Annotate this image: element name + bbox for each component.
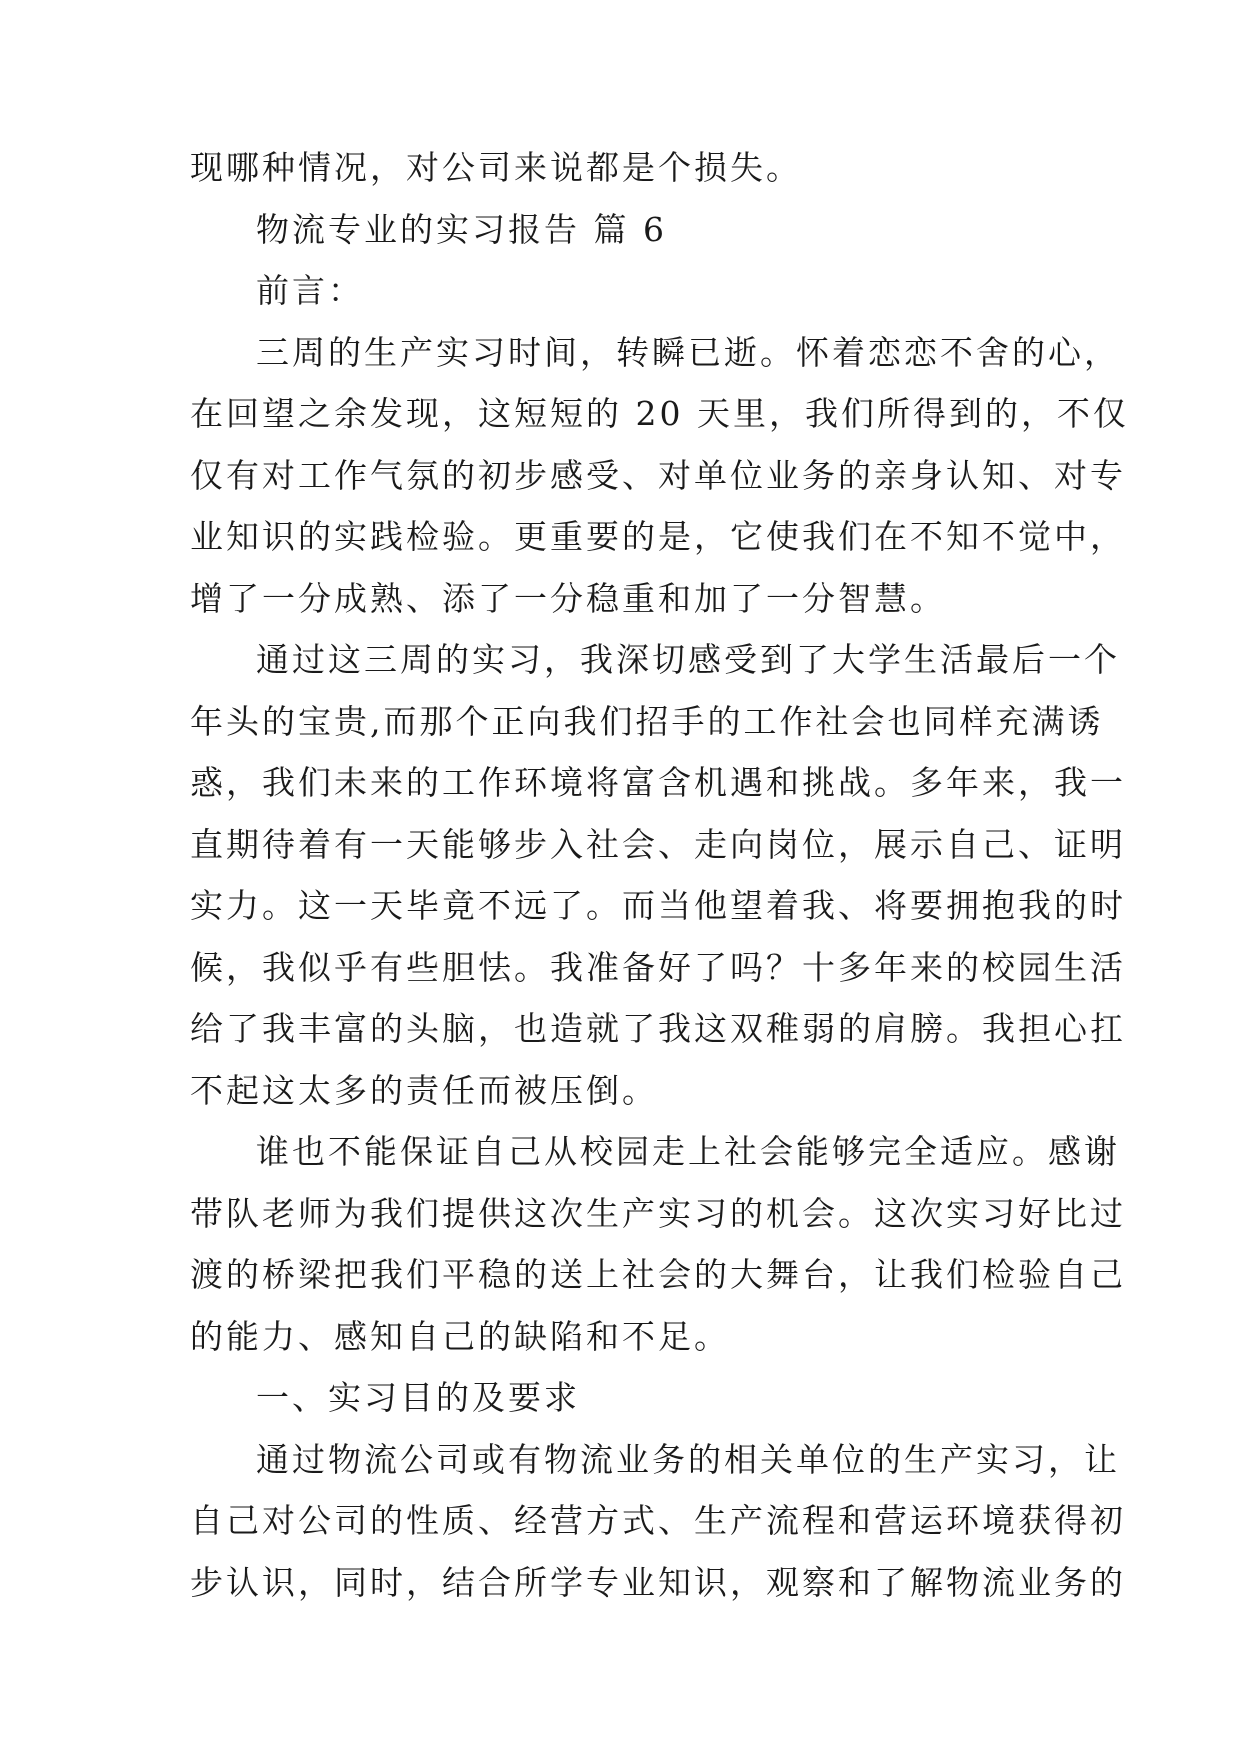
text-line: 直期待着有一天能够步入社会、走向岗位，展示自己、证明: [190, 824, 1126, 864]
text-line: 的能力、感知自己的缺陷和不足。: [190, 1316, 730, 1356]
text-line: 现哪种情况，对公司来说都是个损失。: [190, 148, 802, 187]
text-line: 三周的生产实习时间，转瞬已逝。怀着恋恋不舍的心，: [256, 332, 1120, 372]
text-line: 给了我丰富的头脑，也造就了我这双稚弱的肩膀。我担心扛: [190, 1009, 1126, 1048]
text-line: 在回望之余发现，这短短的 20 天里，我们所得到的，不仅: [190, 394, 1129, 433]
text-line: 惑，我们未来的工作环境将富含机遇和挑战。多年来，我一: [190, 763, 1126, 802]
text-line: 实力。这一天毕竟不远了。而当他望着我、将要拥抱我的时: [190, 886, 1126, 925]
text-line: 仅有对工作气氛的初步感受、对单位业务的亲身认知、对专: [190, 455, 1126, 495]
text-line: 业知识的实践检验。更重要的是，它使我们在不知不觉中，: [190, 517, 1126, 556]
section-heading: 物流专业的实习报告 篇 6: [256, 209, 667, 249]
text-line: 谁也不能保证自己从校园走上社会能够完全适应。感谢: [256, 1132, 1120, 1171]
text-line: 自己对公司的性质、经营方式、生产流程和营运环境获得初: [190, 1501, 1126, 1540]
section-heading: 一、实习目的及要求: [256, 1378, 580, 1417]
text-line: 增了一分成熟、添了一分稳重和加了一分智慧。: [190, 578, 946, 618]
text-line: 步认识，同时，结合所学专业知识，观察和了解物流业务的: [190, 1562, 1126, 1602]
text-line: 带队老师为我们提供这次生产实习的机会。这次实习好比过: [190, 1193, 1126, 1233]
text-line: 通过这三周的实习，我深切感受到了大学生活最后一个: [256, 640, 1120, 679]
text-line: 渡的桥梁把我们平稳的送上社会的大舞台，让我们检验自己: [190, 1255, 1126, 1294]
text-line: 候，我似乎有些胆怯。我准备好了吗？十多年来的校园生活: [190, 947, 1126, 987]
text-line: 不起这太多的责任而被压倒。: [190, 1070, 658, 1110]
text-line: 通过物流公司或有物流业务的相关单位的生产实习，让: [256, 1439, 1120, 1479]
text-line: 年头的宝贵,而那个正向我们招手的工作社会也同样充满诱: [190, 701, 1104, 741]
section-heading: 前言：: [256, 271, 364, 310]
